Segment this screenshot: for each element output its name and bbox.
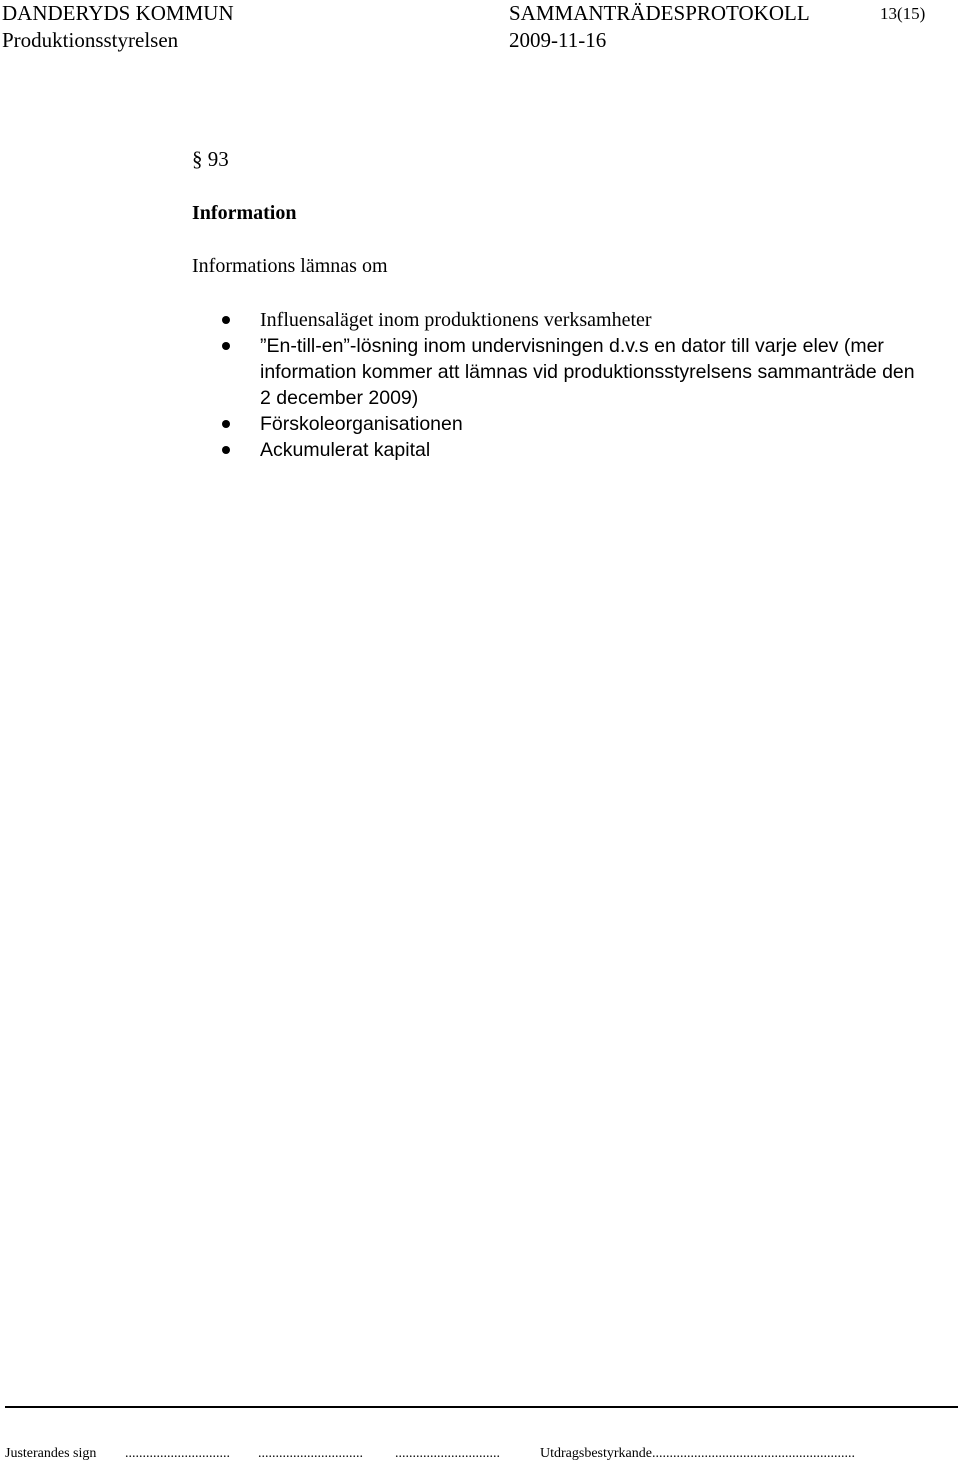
- footer-sign-line: ..............................: [258, 1446, 363, 1461]
- bullet-icon: [222, 446, 230, 454]
- footer-sign-line: ..............................: [395, 1446, 500, 1461]
- paragraph-number: § 93: [192, 147, 229, 171]
- footer-divider: [5, 1406, 958, 1408]
- list-item-text: Influensaläget inom produktionens verksamheter: [260, 309, 652, 331]
- footer-sign-label: Justerandes sign: [5, 1446, 97, 1461]
- list-item: [222, 437, 922, 463]
- bullet-icon: [222, 316, 230, 324]
- list-item-text: ”En-till-en”-lösning inom undervisningen d.v.s en dator till varje elev (mer information kommer att lämnas vid produktionsstyrelsens sammanträde den 2 december 2009): [260, 335, 915, 409]
- list-item: [222, 333, 922, 411]
- list-item: [222, 307, 922, 333]
- bullet-icon: [222, 342, 230, 350]
- footer-extract-label: Utdragsbestyrkande..........................................................: [540, 1446, 855, 1461]
- list-item-text: Förskoleorganisationen: [260, 413, 463, 435]
- information-list: [222, 307, 922, 463]
- board-name: Produktionsstyrelsen: [2, 28, 179, 52]
- footer-sign-line: ..............................: [125, 1446, 230, 1461]
- list-item: [222, 411, 922, 437]
- meeting-date: 2009-11-16: [509, 28, 607, 52]
- list-item-text: Ackumulerat kapital: [260, 439, 431, 461]
- bullet-icon: [222, 420, 230, 428]
- document-type: SAMMANTRÄDESPROTOKOLL: [509, 1, 810, 25]
- section-title: Information: [192, 202, 297, 224]
- organization-name: DANDERYDS KOMMUN: [2, 1, 234, 25]
- section-intro: Informations lämnas om: [192, 255, 388, 277]
- page-number: 13(15): [880, 4, 926, 23]
